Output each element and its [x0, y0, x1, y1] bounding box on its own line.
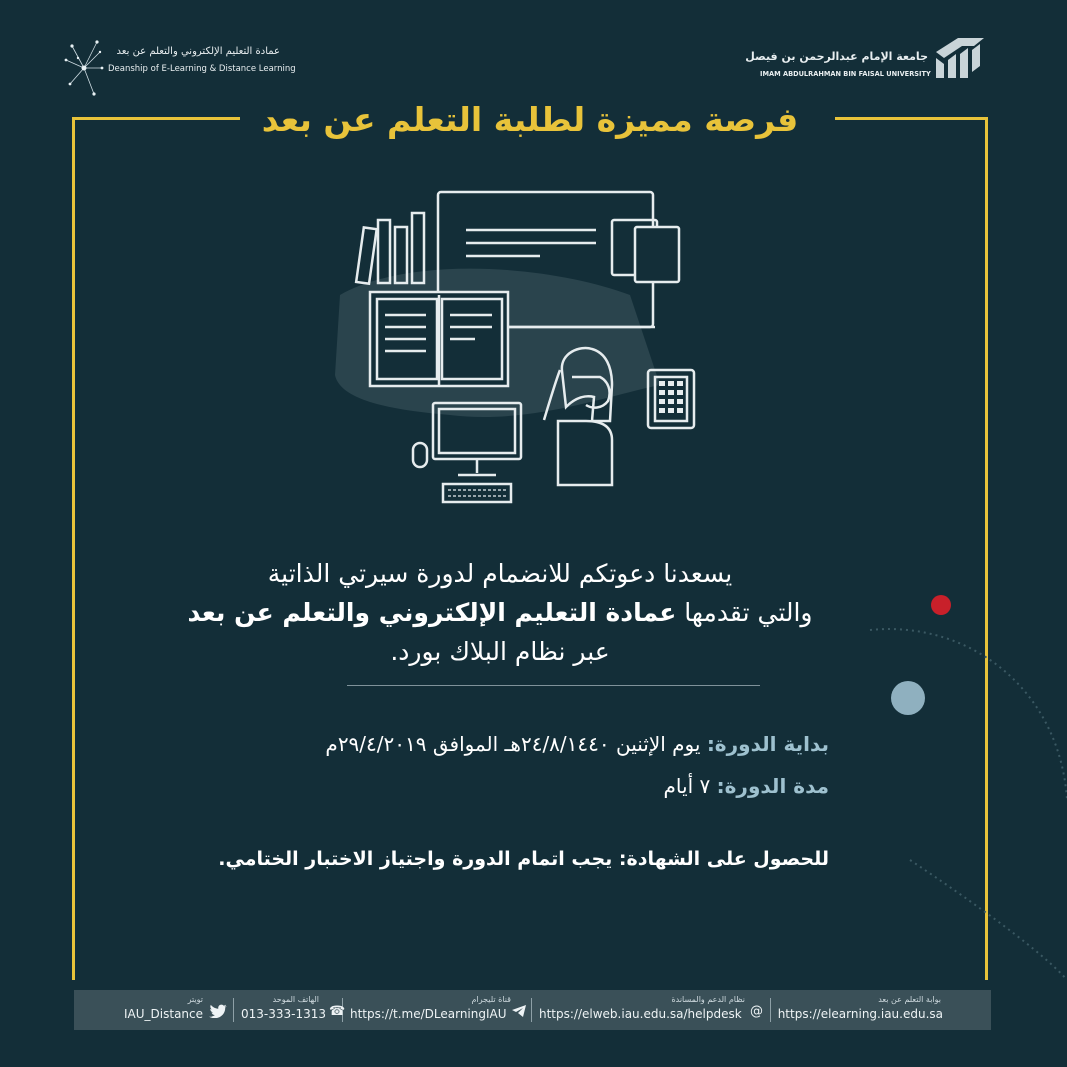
red-dot-decoration	[931, 595, 951, 615]
start-date-label: بداية الدورة:	[706, 732, 829, 756]
phone-caption: الهاتف الموحد	[272, 995, 319, 1004]
e-learning-illustration	[330, 185, 710, 510]
twitter-caption: تويتر	[187, 995, 203, 1004]
deanship-name-arabic: عمادة التعليم الإلكتروني والتعلم عن بعد	[116, 46, 280, 57]
twitter-handle[interactable]: IAU_Distance	[124, 1007, 204, 1021]
telegram-link[interactable]: https://t.me/DLearningIAU	[350, 1007, 507, 1021]
university-logo-icon	[930, 36, 986, 80]
section-divider	[347, 685, 760, 686]
twitter-icon	[209, 1004, 227, 1018]
decorative-dotted-arc	[850, 600, 1067, 1000]
deanship-highlight: عمادة التعليم الإلكتروني والتعلم عن بعد	[187, 598, 677, 627]
invitation-line-2	[180, 593, 820, 632]
telegram-caption: قناة تليجرام	[471, 995, 511, 1004]
certificate-requirement: للحصول على الشهادة: يجب اتمام الدورة واجتياز الاختبار الختامي.	[218, 848, 829, 870]
deanship-logo-icon	[64, 38, 104, 96]
frame-left-line	[72, 117, 75, 980]
frame-top-left-line	[72, 117, 240, 120]
footer-separator	[770, 998, 771, 1022]
footer-separator	[233, 998, 234, 1022]
invitation-line-2-prefix: والتي تقدمها	[684, 598, 813, 627]
phone-number[interactable]: 013-333-1313	[241, 1007, 327, 1021]
start-date-value: يوم الإثنين ٢٤/٨/١٤٤٠هـ الموافق ٢٩/٤/٢٠١٩م	[325, 732, 701, 756]
blue-dot-decoration	[891, 681, 925, 715]
invitation-line-3: عبر نظام البلاك بورد.	[390, 637, 610, 666]
support-caption: نظام الدعم والمساندة	[671, 995, 745, 1004]
at-sign-icon: @	[750, 1004, 763, 1019]
duration-label: مدة الدورة:	[716, 774, 829, 798]
deanship-name-english: Deanship of E-Learning & Distance Learning	[108, 64, 296, 74]
duration-row	[664, 774, 829, 798]
support-link[interactable]: https://elweb.iau.edu.sa/helpdesk	[539, 1007, 742, 1021]
university-name-arabic: جامعة الإمام عبدالرحمن بن فيصل	[745, 50, 928, 63]
start-date-row	[325, 732, 829, 756]
phone-icon: ☎	[329, 1004, 346, 1019]
invitation-text	[180, 554, 820, 671]
footer-separator	[531, 998, 532, 1022]
invitation-line-1: يسعدنا دعوتكم للانضمام لدورة سيرتي الذاتية	[267, 559, 733, 588]
duration-value: ٧ أيام	[663, 774, 711, 798]
telegram-icon	[512, 1005, 526, 1017]
frame-top-right-line	[835, 117, 988, 120]
university-name-english: IMAM ABDULRAHMAN BIN FAISAL UNIVERSITY	[760, 70, 931, 78]
portal-link[interactable]: https://elearning.iau.edu.sa	[777, 1007, 943, 1021]
portal-caption: بوابة التعلم عن بعد	[878, 995, 941, 1004]
footer-bar	[74, 990, 991, 1030]
page-title: فرصة مميزة لطلبة التعلم عن بعد	[261, 100, 799, 139]
